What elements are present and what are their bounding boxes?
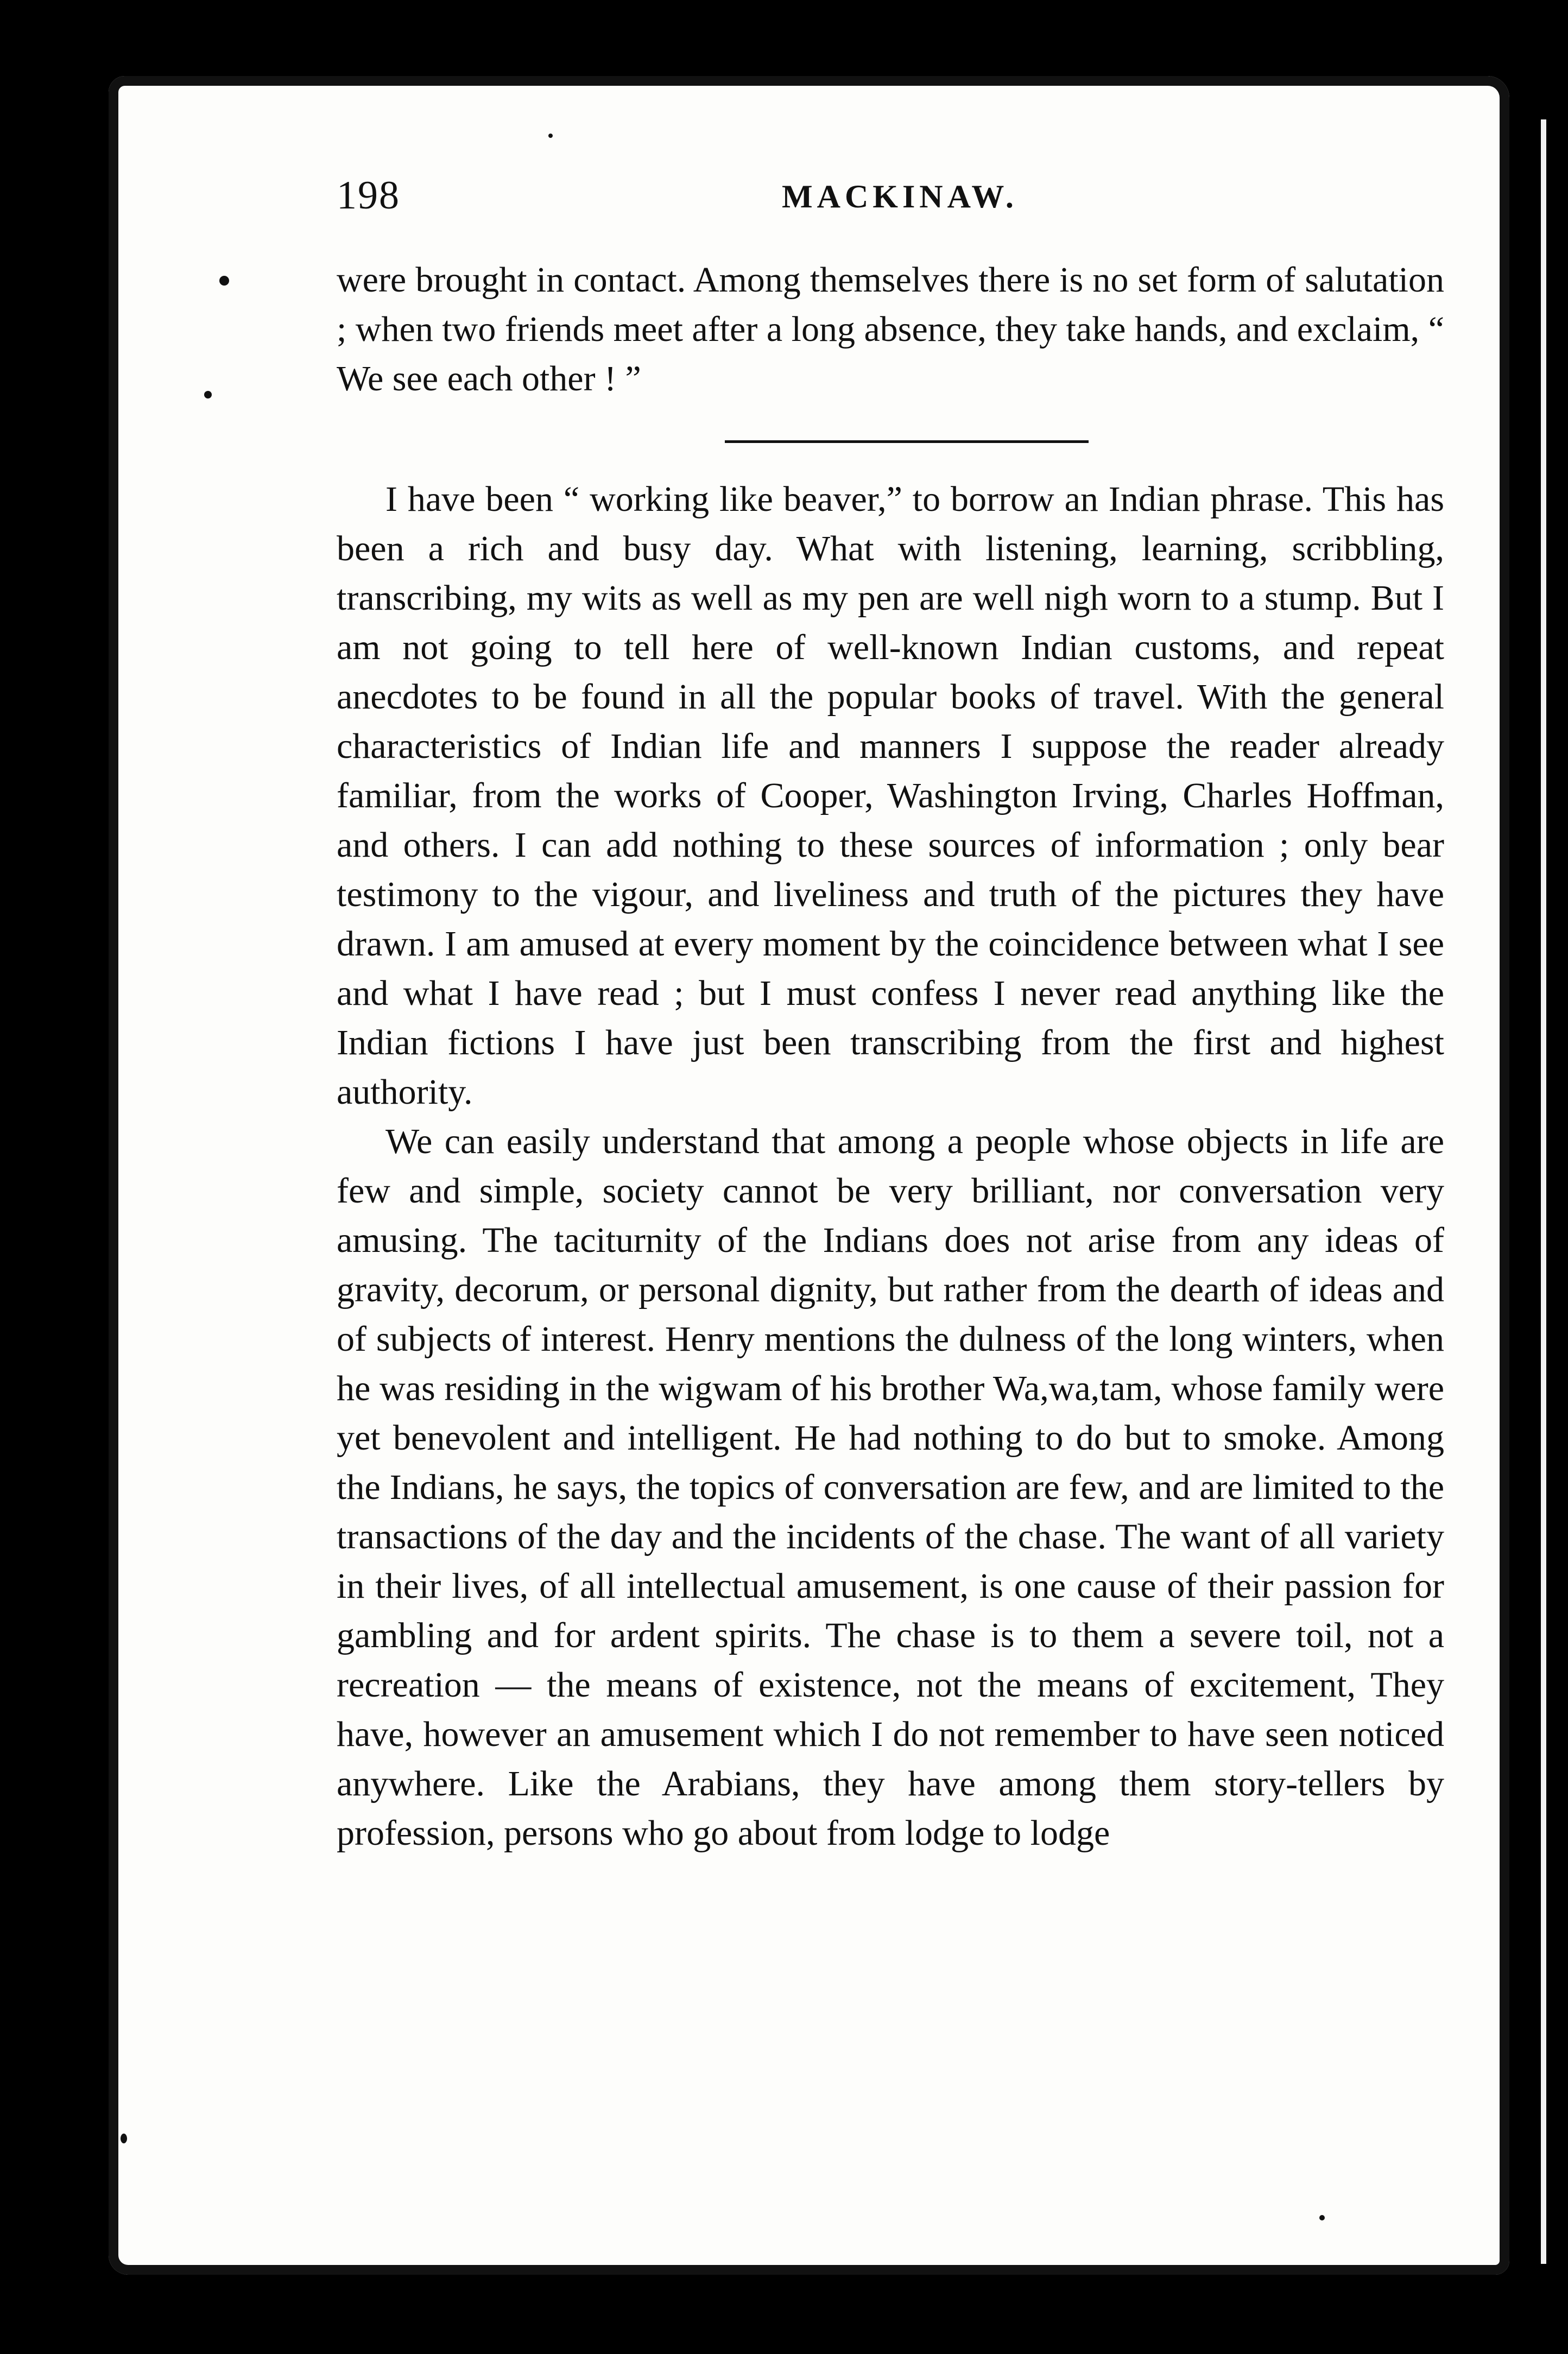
running-head: MACKINAW. bbox=[782, 179, 1018, 214]
scan-speck bbox=[548, 134, 553, 138]
page-number: 198 bbox=[337, 173, 400, 218]
binding-edge bbox=[1519, 0, 1568, 2354]
section-divider bbox=[725, 440, 1089, 443]
scan-speck bbox=[204, 391, 212, 398]
paragraph-2: I have been “ working like beaver,” to borrow an Indian phrase. This has been a rich and busy day. What with listening, learning, scribbling, transcribing, my wits as well as my pen are well nigh worn to a stump. But I am not going to tell here of well-known Indian customs, and repeat anecdotes to be found in all the popular books of travel. With the general characteristics of Indian life and manners I suppose the reader already familiar, from the works of Cooper, Washington Irving, Charles Hoffman, and others. I can add nothing to these sources of information ; only bear testimony to the vigour, and liveliness and truth of the pictures they have drawn. I am amused at every moment by the coincidence between what I see and what I have read ; but I must confess I never read anything like the Indian fictions I have just been transcribing from the first and highest authority. bbox=[337, 479, 1444, 1112]
scan-speck bbox=[121, 2134, 127, 2143]
scan-speck bbox=[219, 276, 229, 286]
scan-speck bbox=[1319, 2215, 1325, 2220]
paragraph-1: were brought in contact. Among themselves there is no set form of salutation ; when two friends meet after a long absence, they take hands, and exclaim, “ We see each other ! ” bbox=[337, 260, 1444, 398]
page-header bbox=[337, 173, 1444, 232]
binding-edge-line bbox=[1541, 119, 1546, 2264]
page-body bbox=[337, 255, 1444, 1858]
paragraph-3: We can easily understand that among a people whose objects in life are few and simple, society cannot be very brilliant, nor conversation very amusing. The taciturnity of the Indians does not arise from any ideas of gravity, decorum, or personal dignity, but rather from the dearth of ideas and of subjects of interest. Henry mentions the dulness of the long winters, when he was residing in the wigwam of his brother Wa,wa,tam, whose family were yet benevolent and intelligent. He had nothing to do but to smoke. Among the Indians, he says, the topics of conversation are few, and are limited to the transactions of the day and the incidents of the chase. The want of all variety in their lives, of all intellectual amusement, is one cause of their passion for gambling and for ardent spirits. The chase is to them a severe toil, not a recreation — the means of existence, not the means of excitement, They have, however an amusement which I do not remember to have seen noticed anywhere. Like the Arabians, they have among them story-tellers by profession, persons who go about from lodge to lodge bbox=[337, 1122, 1444, 1853]
